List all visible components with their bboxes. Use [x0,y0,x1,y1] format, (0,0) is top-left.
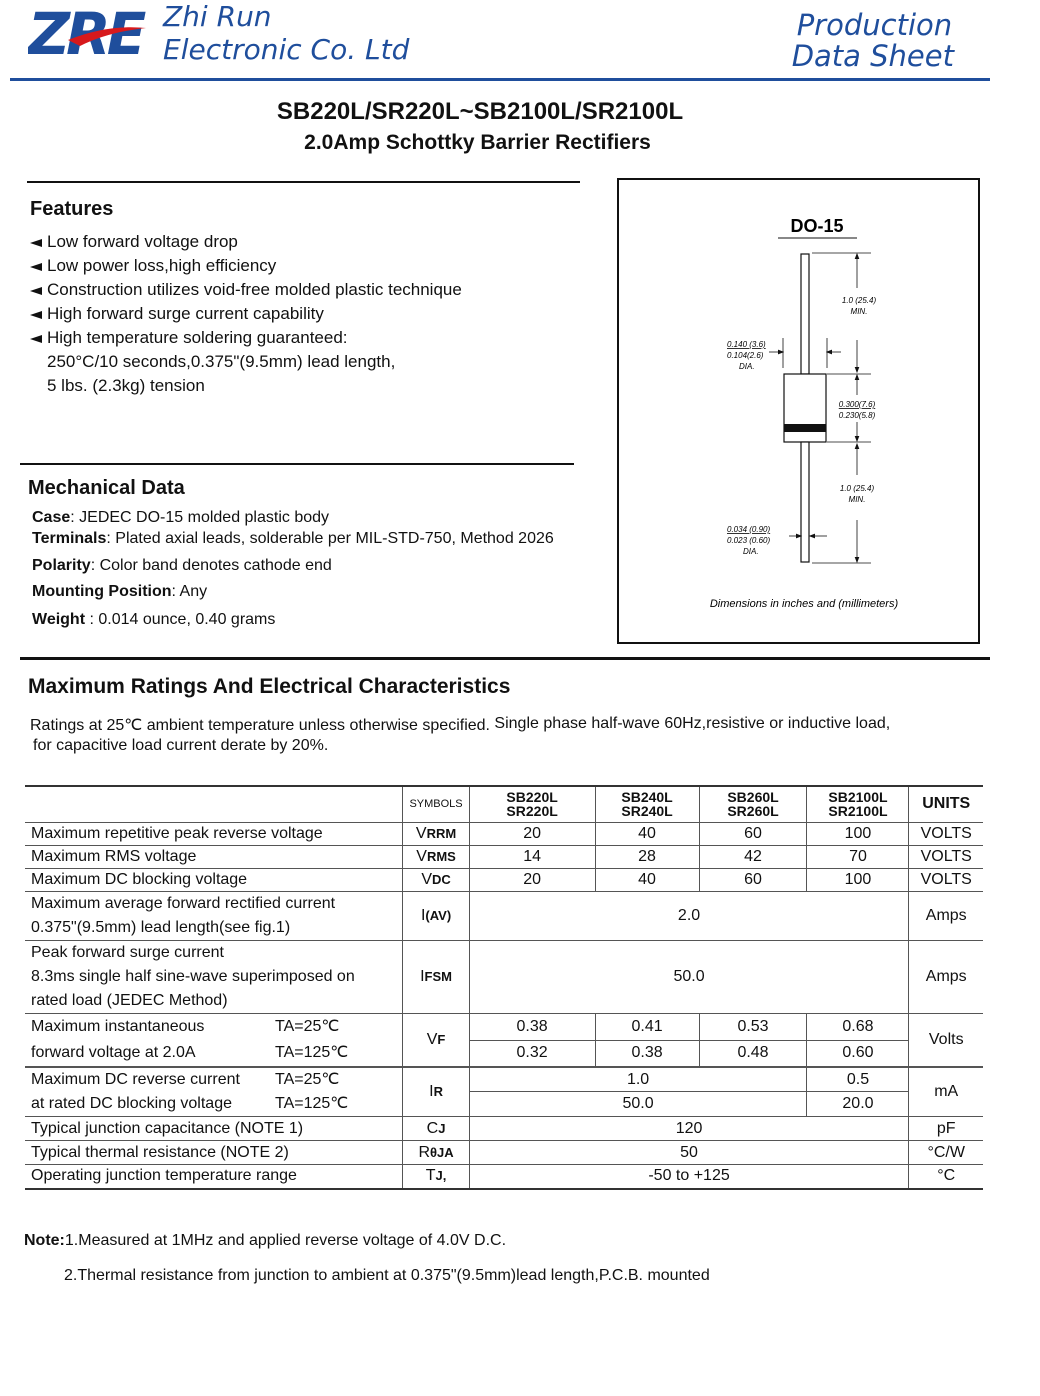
value-cell: 28 [595,845,699,868]
param-cell: Operating junction temperature range [25,1165,403,1189]
ratings-intro-2: Single phase half-wave 60Hz,resistive or inductive load, [489,715,891,732]
value-cell: 100 [807,822,909,845]
value-cell: 50.0 [469,1092,807,1117]
value-cell: 60 [699,868,807,891]
param-line [31,1068,396,1092]
param-cell [25,1067,403,1117]
value-cell: 2.0 [469,891,909,940]
value-cell: 0.68 [807,1013,909,1040]
symbols-header: SYMBOLS [403,786,469,822]
sym-sub: DC [431,871,451,887]
param-text: at rated DC blocking voltage [31,1095,232,1112]
note-1 [24,1232,506,1250]
table-row [25,1141,983,1165]
ratings-intro [30,716,890,756]
value-cell: 40 [595,868,699,891]
symbol-cell [403,940,469,1013]
param-text: Maximum instantaneous [31,1017,205,1035]
sym-sub: J, [435,1168,447,1184]
dim-lead-dia-1: 0.034 (0.90) [727,525,771,534]
mech-value: : JEDEC DO-15 molded plastic body [70,509,330,526]
param-cell: Typical thermal resistance (NOTE 2) [25,1141,403,1165]
ratings-rule [20,657,990,660]
unit-cell: pF [909,1117,983,1141]
condition-text: TA=125℃ [275,1095,349,1112]
table-row [25,822,983,845]
table-row [25,891,983,940]
feature-item: High temperature soldering guaranteed: [30,327,462,349]
value-cell: 20 [469,868,595,891]
mech-label: Terminals [32,530,107,547]
value-cell: 0.53 [699,1013,807,1040]
sheet-line2: Data Sheet [791,39,954,73]
col-header-220 [469,786,595,822]
package-name: DO-15 [790,216,844,236]
symbol-cell [403,1117,469,1141]
sym-main: I [420,967,425,985]
value-cell: 50.0 [469,940,909,1013]
dim-body-len-2: 0.230(5.8) [838,411,876,420]
unit-cell: Amps [909,940,983,1013]
mech-value: : Any [171,583,208,600]
mechanical-rule [20,463,574,465]
dim-lead-bot-2: MIN. [848,495,866,504]
param-line [31,1040,396,1066]
dim-body-len-1: 0.300(7.6) [838,400,876,409]
col-line1: SB240L [621,789,673,806]
symbol-cell [403,1013,469,1067]
param-line [31,1014,396,1040]
feature-item: High forward surge current capability [30,303,462,325]
sym-main: V [421,870,432,888]
sheet-line1: Production [796,8,953,42]
ratings-heading: Maximum Ratings And Electrical Characteristics [28,675,511,698]
col-line1: SB2100L [828,789,888,806]
table-row [25,940,983,1013]
value-cell: 0.38 [595,1040,699,1067]
sym-sub: R [433,1084,443,1099]
unit-cell: VOLTS [909,845,983,868]
param-cell [25,940,403,1013]
col-line2: SR220L [506,803,558,820]
value-cell: 0.32 [469,1040,595,1067]
mech-value: : 0.014 ounce, 0.40 grams [85,611,276,628]
value-cell: 20 [469,822,595,845]
param-text: Maximum DC reverse current [31,1071,240,1088]
note-2: 2.Thermal resistance from junction to ambient at 0.375"(9.5mm)lead length,P.C.B. mounted [64,1267,710,1284]
dim-lead-dia-3: DIA. [743,547,759,556]
unit-cell: VOLTS [909,822,983,845]
mechanical-heading: Mechanical Data [28,477,185,499]
dim-body-dia-1: 0.140 (3.6) [727,340,766,349]
table-row [25,868,983,891]
value-cell: 40 [595,822,699,845]
table-row [25,1117,983,1141]
company-line2: Electronic Co. Ltd [163,33,410,66]
param-header [25,786,403,822]
unit-cell: Volts [909,1013,983,1067]
sheet-type [792,10,954,72]
mech-label: Case [32,509,71,526]
feature-item: Low power loss,high efficiency [30,255,462,277]
sym-sub: FSM [424,968,452,984]
table-row [25,1067,983,1092]
part-numbers: SB220L/SR220L~SB2100L/SR2100L [276,98,684,125]
col-line2: SR240L [621,803,673,820]
symbol-cell [403,1067,469,1117]
value-cell: 100 [807,868,909,891]
param-cell: Maximum RMS voltage [25,845,403,868]
param-cell: Maximum DC blocking voltage [25,868,403,891]
features-heading: Features [30,198,114,220]
table-row [25,845,983,868]
mech-label: Mounting Position [32,583,172,600]
mech-row-terminals [32,530,554,548]
svg-text:ZRE: ZRE [28,2,143,60]
sym-main: T [425,1167,436,1185]
value-cell: 60 [699,822,807,845]
param-line: Maximum average forward rectified current [31,894,336,912]
symbol-cell [403,822,469,845]
unit-cell: mA [909,1067,983,1117]
dim-lead-bot-1: 1.0 (25.4) [839,484,875,493]
col-header-2100 [807,786,909,822]
dim-lead-top-2: MIN. [850,307,868,316]
unit-cell: °C/W [909,1141,983,1165]
mech-value: : Plated axial leads, solderable per MIL-STD-750, Method 2026 [106,530,554,547]
dim-lead-top-1: 1.0 (25.4) [841,296,877,305]
mech-value: : Color band denotes cathode end [90,557,332,574]
sym-main: I [420,906,426,924]
value-cell: 120 [469,1117,909,1141]
sym-sub: (AV) [425,907,452,923]
condition-text: TA=25℃ [275,1071,340,1088]
symbol-cell [403,891,469,940]
condition-text: TA=125℃ [275,1043,349,1061]
company-logo [28,2,148,60]
unit-cell: VOLTS [909,868,983,891]
value-cell: 0.60 [807,1040,909,1067]
symbol-cell [403,1165,469,1189]
symbol-cell [403,868,469,891]
param-line: Peak forward surge current [31,943,224,961]
sym-main: V [415,824,427,842]
unit-cell: °C [909,1165,983,1189]
param-line [31,1092,396,1116]
dim-body-dia-3: DIA. [739,362,755,371]
table-row [25,1013,983,1040]
col-header-260 [699,786,807,822]
value-cell: 50 [469,1141,909,1165]
col-line1: SB260L [727,789,779,806]
do15-drawing [619,180,978,642]
symbol-cell [403,1141,469,1165]
condition-text: TA=25℃ [275,1017,340,1035]
col-header-240 [595,786,699,822]
note-1-text: 1.Measured at 1MHz and applied reverse voltage of 4.0V D.C. [64,1232,507,1249]
param-cell [25,891,403,940]
mech-row-polarity [32,557,332,575]
sym-sub: F [437,1031,446,1047]
value-cell: 70 [807,845,909,868]
company-line1: Zhi Run [163,0,272,33]
header-divider [10,78,990,81]
features-rule [27,181,580,183]
sym-main: V [416,847,427,865]
param-cell: Maximum repetitive peak reverse voltage [25,822,403,845]
col-line2: SR260L [727,803,779,820]
dimension-caption: Dimensions in inches and (millimeters) [709,598,899,610]
param-cell [25,1013,403,1067]
param-line: 8.3ms single half sine-wave superimposed on [31,967,355,985]
mech-row-weight [32,611,275,629]
value-cell: 20.0 [807,1092,909,1117]
sym-sub: J [438,1120,446,1136]
company-name [163,0,409,66]
table-row [25,1165,983,1189]
param-cell: Typical junction capacitance (NOTE 1) [25,1117,403,1141]
param-text: forward voltage at 2.0A [31,1043,196,1061]
value-cell: 1.0 [469,1067,807,1092]
units-header: UNITS [909,786,983,822]
table-header-row [25,786,983,822]
package-outline-box [617,178,980,644]
dim-lead-dia-2: 0.023 (0.60) [727,536,771,545]
sym-main: R [418,1143,430,1161]
symbol-cell [403,845,469,868]
ratings-intro-1: Ratings at 25℃ ambient temperature unless otherwise specified. [30,717,490,734]
sym-sub: RRM [426,825,457,841]
sym-main: V [426,1030,438,1048]
note-label: Note: [24,1232,65,1249]
feature-item-continued: 5 lbs. (2.3kg) tension [47,376,205,395]
feature-item: Construction utilizes void-free molded plastic technique [30,279,462,301]
value-cell: 14 [469,845,595,868]
value-cell: 0.41 [595,1013,699,1040]
mech-row-mounting [32,583,207,601]
param-line: rated load (JEDEC Method) [31,991,228,1009]
value-cell: 0.48 [699,1040,807,1067]
feature-item-continued: 250°C/10 seconds,0.375"(9.5mm) lead length, [47,352,396,371]
ratings-table [25,785,983,1190]
feature-item: Low forward voltage drop [30,231,462,253]
mech-label: Weight [32,611,86,628]
unit-cell: Amps [909,891,983,940]
param-line: 0.375"(9.5mm) lead length(see fig.1) [31,918,291,936]
value-cell: 0.38 [469,1013,595,1040]
features-list [30,231,462,399]
col-line1: SB220L [506,789,558,806]
sym-sub: RMS [426,848,456,864]
sym-sub: θJA [430,1144,454,1160]
ratings-intro-3: for capacitive load current derate by 20%. [33,737,329,754]
mech-label: Polarity [32,557,91,574]
mech-row-case [32,509,329,527]
sym-main: C [426,1119,439,1137]
value-cell: 0.5 [807,1067,909,1092]
sym-main: I [429,1083,434,1100]
dim-body-dia-2: 0.104(2.6) [727,351,764,360]
value-cell: 42 [699,845,807,868]
col-line2: SR2100L [828,803,888,820]
value-cell: -50 to +125 [469,1165,909,1189]
product-subtitle: 2.0Amp Schottky Barrier Rectifiers [304,131,651,154]
